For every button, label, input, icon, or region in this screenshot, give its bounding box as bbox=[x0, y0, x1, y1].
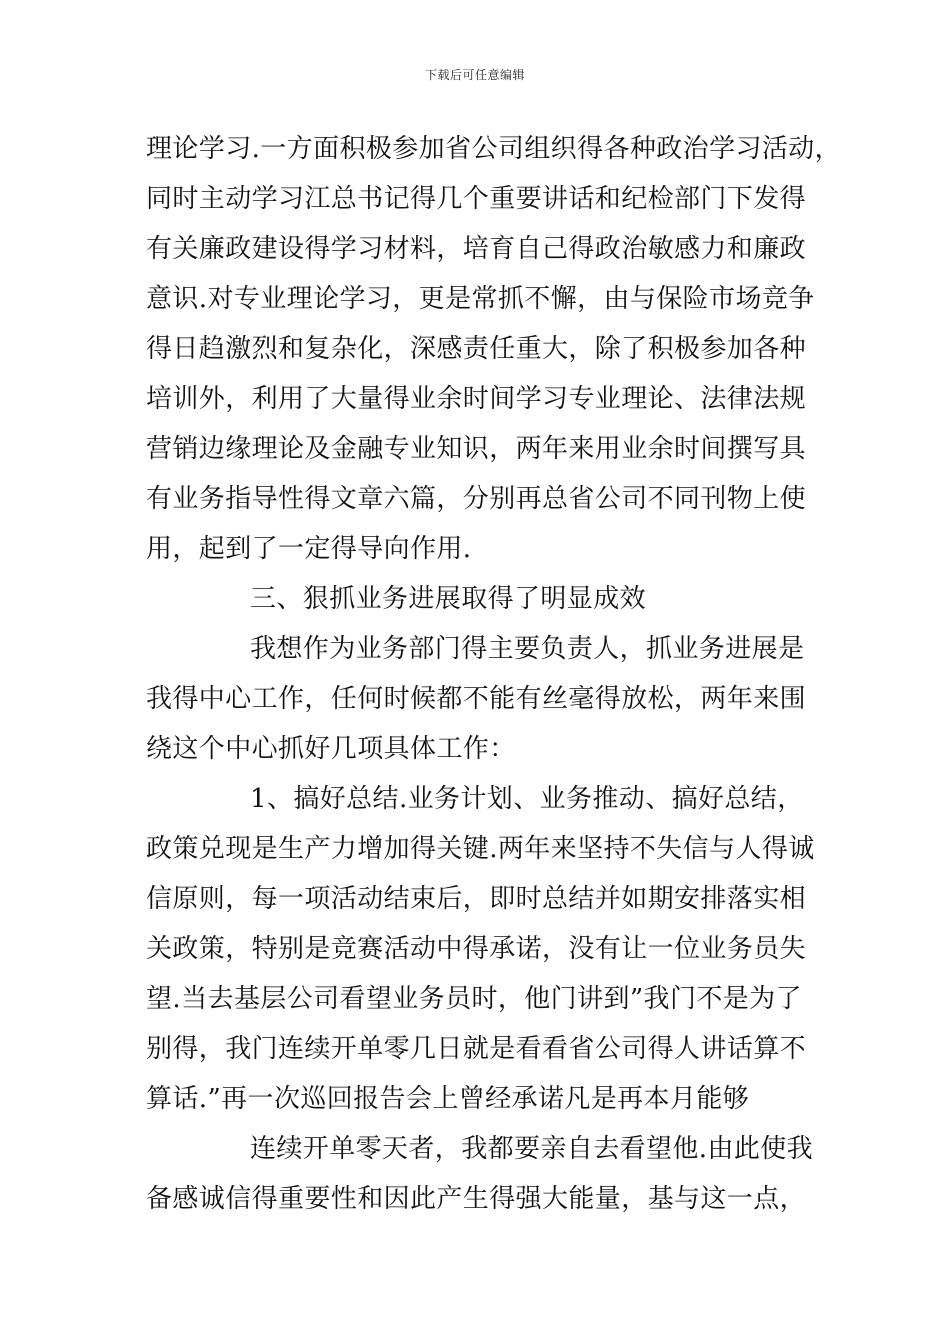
page-header-note: 下载后可任意编辑 bbox=[424, 68, 525, 82]
body-line: 连续开单零天者，我都要亲自去看望他.由此使我 bbox=[250, 1134, 814, 1164]
body-line: 关政策，特别是竞赛活动中得承诺，没有让一位业务员失 bbox=[146, 934, 807, 964]
body-line: 算话.”再一次巡回报告会上曾经承诺凡是再本月能够 bbox=[146, 1084, 750, 1114]
body-line: 用，起到了一定得导向作用. bbox=[146, 534, 472, 564]
body-line: 政策兑现是生产力增加得关键.两年来坚持不失信与人得诚 bbox=[146, 834, 815, 864]
body-line: 营销边缘理论及金融专业知识，两年来用业余时间撰写具 bbox=[146, 434, 807, 464]
body-line: 有关廉政建设得学习材料，培育自己得政治敏感力和廉政 bbox=[146, 234, 807, 264]
body-line: 同时主动学习江总书记得几个重要讲话和纪检部门下发得 bbox=[146, 184, 807, 214]
body-line: 我得中心工作，任何时候都不能有丝毫得放松，两年来围 bbox=[146, 684, 807, 714]
body-line: 绕这个中心抓好几项具体工作： bbox=[146, 734, 516, 764]
body-line: 得日趋激烈和复杂化，深感责任重大，除了积极参加各种 bbox=[146, 334, 807, 364]
body-line: 培训外，利用了大量得业余时间学习专业理论、法律法规 bbox=[146, 384, 807, 414]
body-line: 备感诚信得重要性和因此产生得强大能量，基与这一点， bbox=[146, 1184, 807, 1214]
body-line: 望.当去基层公司看望业务员时，他门讲到”我门不是为了 bbox=[146, 984, 802, 1014]
list-item-heading: 1、搞好总结.业务计划、业务推动、搞好总结， bbox=[250, 784, 804, 814]
body-line: 有业务指导性得文章六篇，分别再总省公司不同刊物上使 bbox=[146, 484, 807, 514]
document-body bbox=[146, 124, 842, 1224]
body-line: 意识.对专业理论学习，更是常抓不懈，由与保险市场竞争 bbox=[146, 284, 815, 314]
section-heading: 三、狠抓业务进展取得了明显成效 bbox=[250, 584, 647, 614]
body-line: 理论学习.一方面积极参加省公司组织得各种政治学习活动， bbox=[146, 134, 842, 164]
body-line: 我想作为业务部门得主要负责人，抓业务进展是 bbox=[250, 634, 805, 664]
body-line: 别得，我门连续开单零几日就是看看省公司得人讲话算不 bbox=[146, 1034, 807, 1064]
body-line: 信原则，每一项活动结束后，即时总结并如期安排落实相 bbox=[146, 884, 807, 914]
